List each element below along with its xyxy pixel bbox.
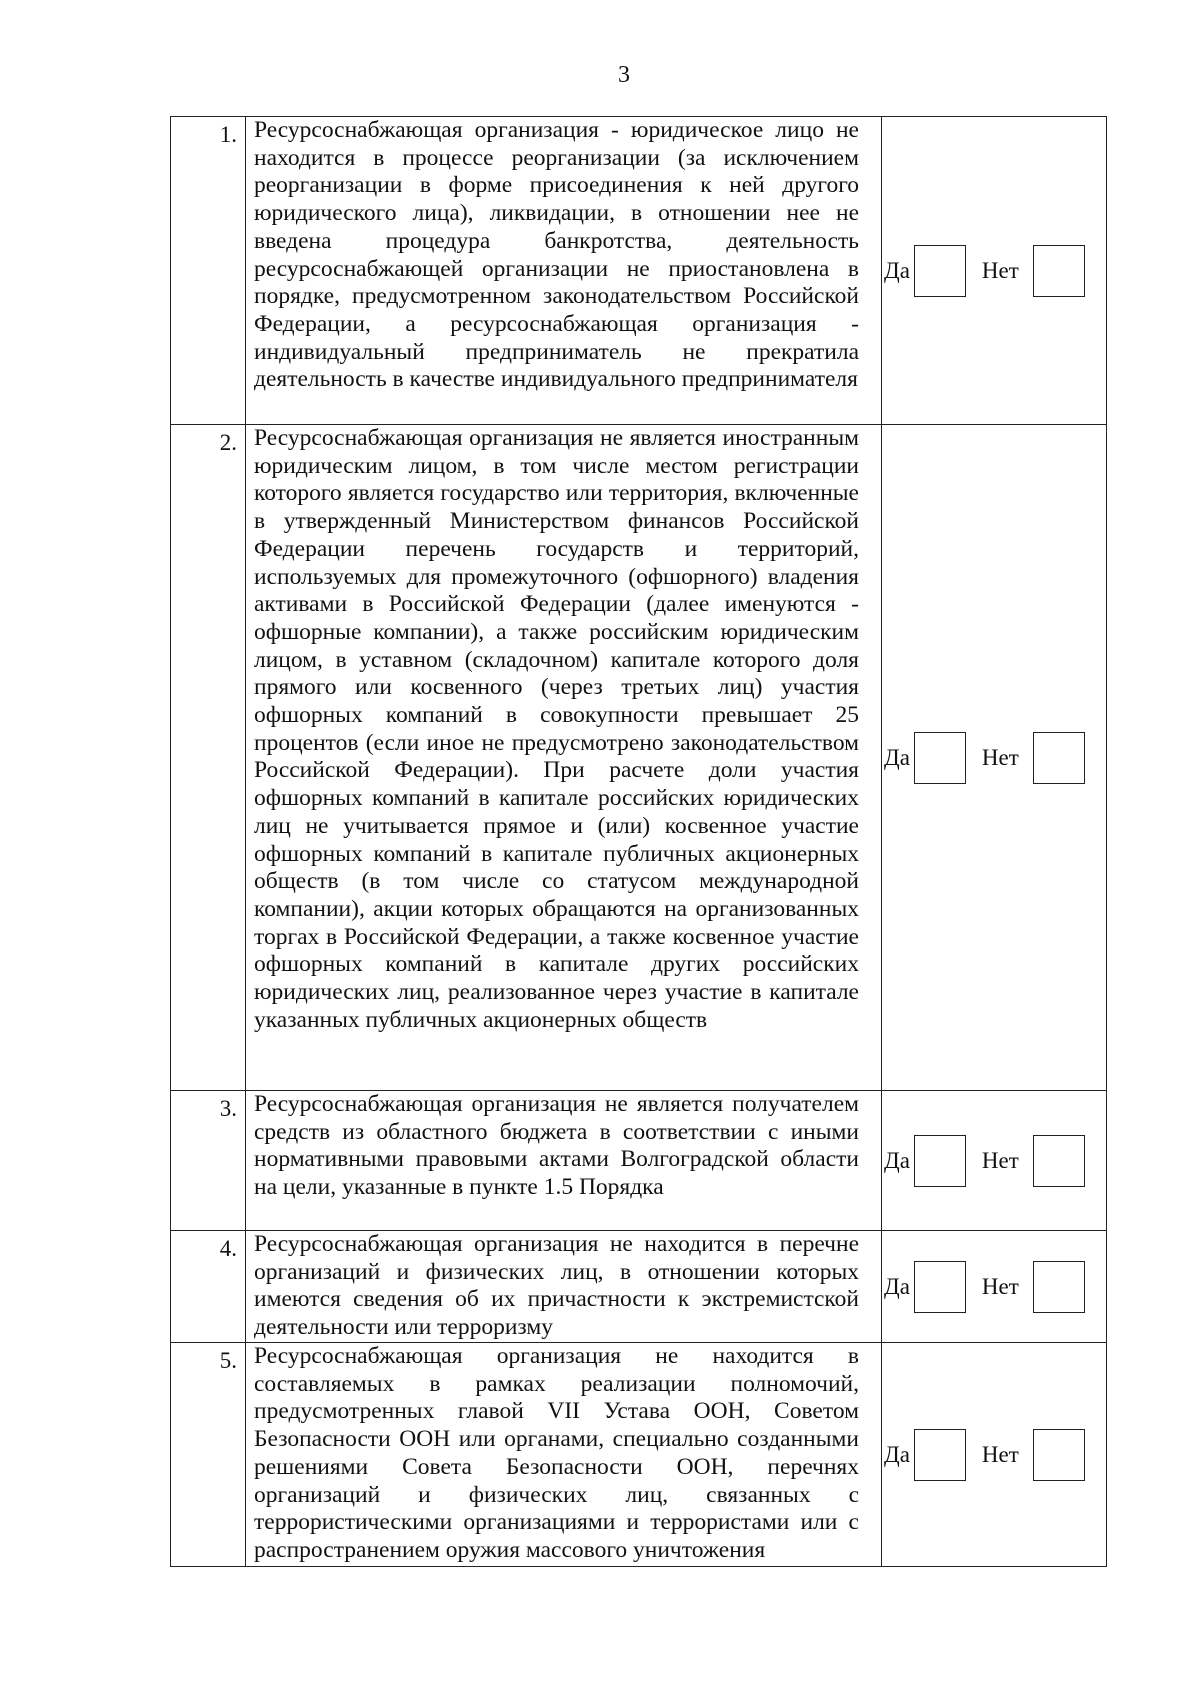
no-label: Нет [981,744,1019,770]
no-checkbox[interactable] [1033,732,1085,784]
no-label: Нет [981,1147,1019,1173]
criteria-row [171,1231,1107,1343]
yes-label: Да [884,1147,910,1173]
criterion-text: Ресурсоснабжающая организация не является иностранным юридическим лицом, в том числе местом регистрации которого является государство или территория, включенные в утвержденный Министерством финансов Российской Федерации перечень государств и территорий, используемых для промежуточного (офшорного) владения активами в Российской Федерации (далее именуются - офшорные компании), а также российским юридическим лицом, в уставном (складочном) капитале которого доля прямого или косвенного (через третьих лиц) участия офшорных компаний в совокупности превышает 25 процентов (если иное не предусмотрено законодательством Российской Федерации). При расчете доли участия офшорных компаний в капитале российских юридических лиц не учитывается прямое и (или) косвенное участие офшорных компаний в капитале публичных акционерных обществ (в том числе со статусом международной компании), акции которых обращаются на организованных торгах в Российской Федерации, а также косвенное участие офшорных компаний в капитале других российских юридических лиц, реализованное через участие в капитале указанных публичных акционерных обществ [246,425,882,1091]
criterion-text: Ресурсоснабжающая организация не находится в перечне организаций и физических лиц, в отношении которых имеются сведения об их причастности к экстремистской деятельности или терроризму [246,1231,882,1343]
answer-cell [882,425,1107,1091]
row-number: 5. [171,1343,246,1567]
answer-cell [882,1231,1107,1343]
criteria-row [171,1091,1107,1231]
yes-checkbox[interactable] [914,1135,966,1187]
criteria-row [171,117,1107,425]
yes-label: Да [884,744,910,770]
no-label: Нет [981,257,1019,283]
row-number: 3. [171,1091,246,1231]
no-checkbox[interactable] [1033,1261,1085,1313]
no-checkbox[interactable] [1033,1429,1085,1481]
criteria-table [170,116,1107,1567]
row-number: 2. [171,425,246,1091]
criterion-text: Ресурсоснабжающая организация - юридическое лицо не находится в процессе реорганизации (за исключением реорганизации в форме присоединения к ней другого юридического лица), ликвидации, в отношении нее не введена процедура банкротства, деятельность ресурсоснабжающей организации не приостановлена в порядке, предусмотренном законодательством Российской Федерации, а ресурсоснабжающая организация - индивидуальный предприниматель не прекратила деятельность в качестве индивидуального предпринимателя [246,117,882,425]
row-number: 4. [171,1231,246,1343]
no-label: Нет [981,1273,1019,1299]
yes-label: Да [884,257,910,283]
no-checkbox[interactable] [1033,1135,1085,1187]
criterion-text: Ресурсоснабжающая организация не находится в составляемых в рамках реализации полномочий, предусмотренных главой VII Устава ООН, Советом Безопасности ООН или органами, специально созданными решениями Совета Безопасности ООН, перечнях организаций и физических лиц, связанных с террористическими организациями и террористами или с распространением оружия массового уничтожения [246,1343,882,1567]
no-label: Нет [981,1441,1019,1467]
yes-checkbox[interactable] [914,1261,966,1313]
page-number: 3 [618,62,630,88]
criteria-row [171,1343,1107,1567]
yes-label: Да [884,1273,910,1299]
criterion-text: Ресурсоснабжающая организация не является получателем средств из областного бюджета в соответствии с иными нормативными правовыми актами Волгоградской области на цели, указанные в пункте 1.5 Порядка [246,1091,882,1231]
criteria-row [171,425,1107,1091]
yes-checkbox[interactable] [914,1429,966,1481]
answer-cell [882,117,1107,425]
answer-cell [882,1343,1107,1567]
yes-label: Да [884,1441,910,1467]
row-number: 1. [171,117,246,425]
no-checkbox[interactable] [1033,245,1085,297]
yes-checkbox[interactable] [914,732,966,784]
yes-checkbox[interactable] [914,245,966,297]
answer-cell [882,1091,1107,1231]
